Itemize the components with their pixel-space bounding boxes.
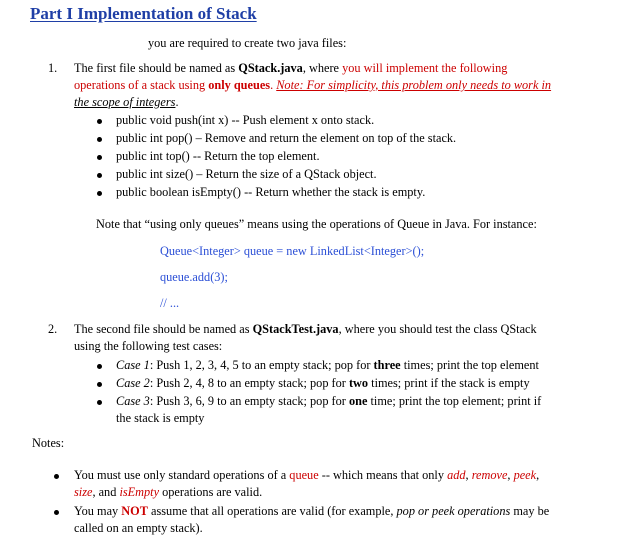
bullet <box>97 155 102 160</box>
bullet <box>97 382 102 387</box>
bullet <box>54 510 59 515</box>
method-pop: public int pop() – Remove and return the element on top of the stack. <box>116 131 457 145</box>
item-2-number: 2. <box>48 322 58 336</box>
bullet <box>97 137 102 142</box>
item-2-line-1: The second file should be named as QStackTest.java, where you should test the class QStack <box>74 322 537 336</box>
note-2-line-1: You may NOT assume that all operations are valid (for example, pop or peek operations may be <box>74 504 550 518</box>
method-top: public int top() -- Return the top element. <box>116 149 320 163</box>
method-isempty: public boolean isEmpty() -- Return whether the stack is empty. <box>116 185 426 199</box>
code-line-3: // ... <box>160 296 180 310</box>
intro-text: you are required to create two java files: <box>148 36 347 50</box>
test-case-3-cont: the stack is empty <box>116 411 205 425</box>
item-1-number: 1. <box>48 61 58 75</box>
note-1-line-1: You must use only standard operations of a queue -- which means that only add, remove, peek, <box>74 468 540 482</box>
item-1-line-2: operations of a stack using only queues. Note: For simplicity, this problem only needs to work in <box>74 78 552 92</box>
bullet <box>54 474 59 479</box>
code-line-2: queue.add(3); <box>160 270 228 284</box>
section-title: Part I Implementation of Stack <box>30 4 257 23</box>
item-1-line-3: the scope of integers. <box>74 95 179 109</box>
method-size: public int size() – Return the size of a QStack object. <box>116 167 377 181</box>
bullet <box>97 119 102 124</box>
test-case-2: Case 2: Push 2, 4, 8 to an empty stack; pop for two times; print if the stack is empty <box>116 376 530 390</box>
notes-heading: Notes: <box>32 436 65 450</box>
test-case-3: Case 3: Push 3, 6, 9 to an empty stack; pop for one time; print the top element; print if <box>116 394 542 408</box>
bullet <box>97 191 102 196</box>
code-line-1: Queue<Integer> queue = new LinkedList<Integer>(); <box>160 244 425 258</box>
method-push: public void push(int x) -- Push element x onto stack. <box>116 113 375 127</box>
test-case-1: Case 1: Push 1, 2, 3, 4, 5 to an empty stack; pop for three times; print the top element <box>116 358 539 372</box>
item-2-line-2: using the following test cases: <box>74 339 223 353</box>
note-2-line-2: called on an empty stack). <box>74 521 203 535</box>
queue-note: Note that “using only queues” means using the operations of Queue in Java. For instance: <box>96 217 537 231</box>
item-1-line-1: The first file should be named as QStack.java, where you will implement the following <box>74 61 508 75</box>
bullet <box>97 173 102 178</box>
note-1-line-2: size, and isEmpty operations are valid. <box>74 485 263 499</box>
bullet <box>97 400 102 405</box>
bullet <box>97 364 102 369</box>
